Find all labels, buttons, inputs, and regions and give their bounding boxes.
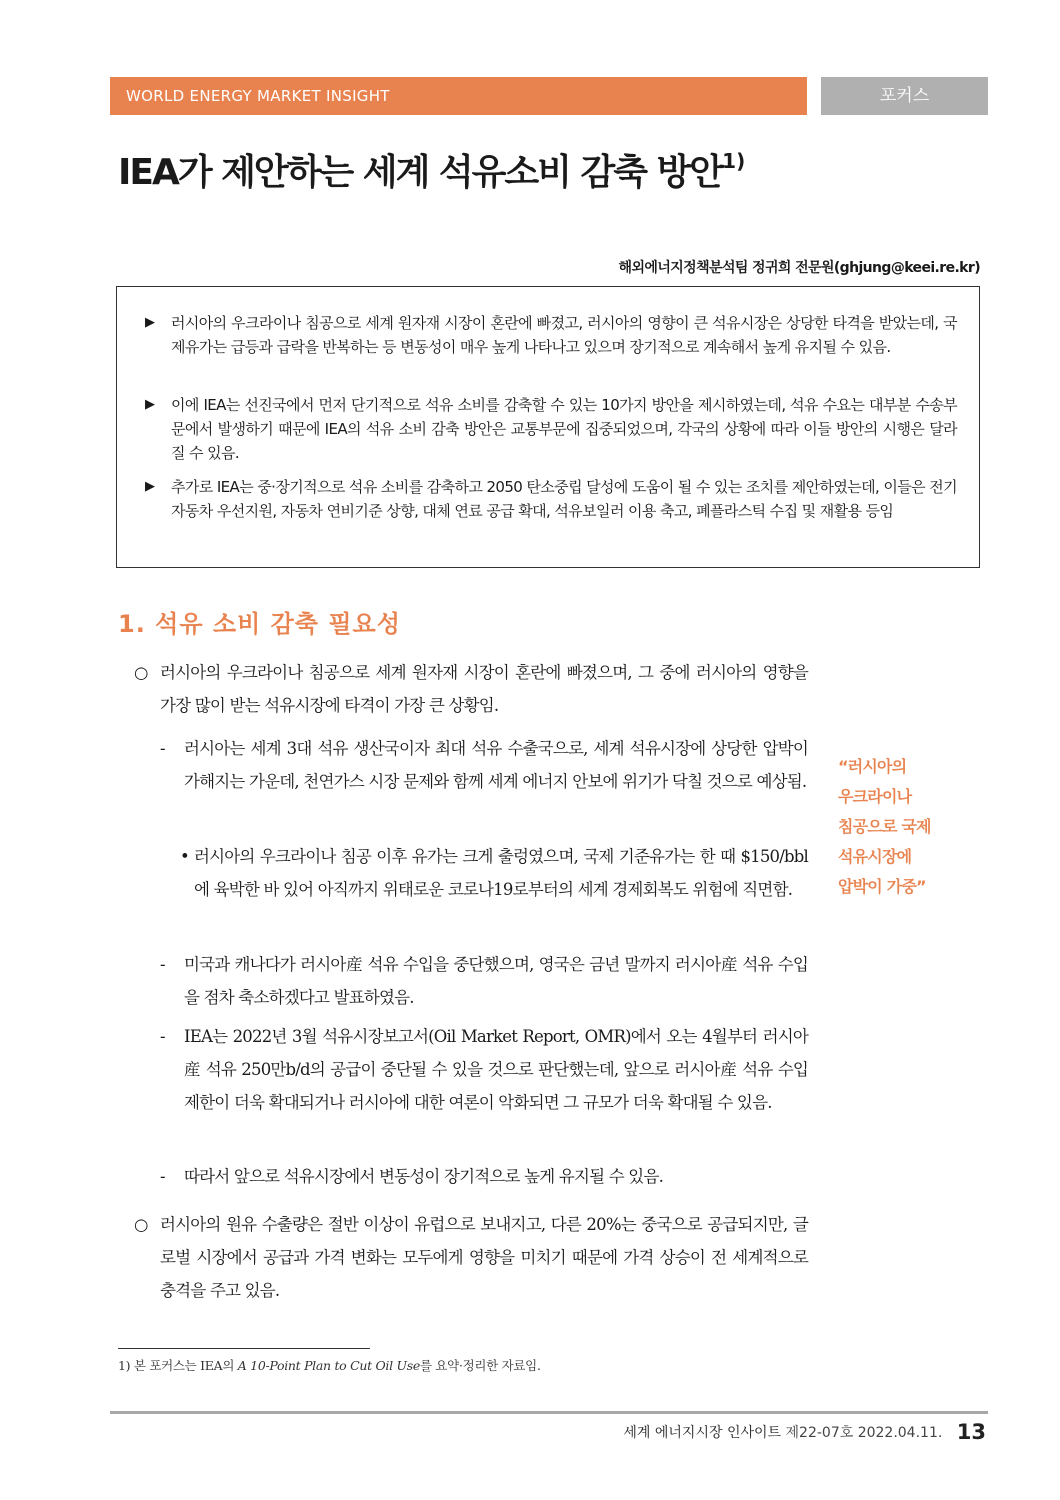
page-number: 13: [956, 1420, 986, 1444]
dash-bullet-icon: -: [160, 1167, 165, 1186]
title-text: IEA가 제안하는 세계 석유소비 감축 방안: [118, 152, 723, 193]
footer-issue: 제22-07호 2022.04.11.: [785, 1425, 943, 1441]
pull-quote: [838, 752, 978, 902]
footnote-prefix: 1) 본 포커스는 IEA의: [118, 1358, 238, 1373]
paragraph-dash: [160, 732, 808, 798]
section-heading: 1. 석유 소비 감축 필요성: [118, 610, 401, 638]
paragraph-circle: [134, 656, 808, 722]
footer-divider: [110, 1411, 988, 1414]
paragraph-text: 미국과 캐나다가 러시아産 석유 수입을 중단했으며, 영국은 금년 말까지 러시아産 석유 수입을 점차 축소하겠다고 발표하였음.: [184, 955, 808, 1007]
summary-box: [116, 286, 980, 568]
title-footnote-mark: 1): [722, 149, 746, 173]
pull-quote-line: 침공으로 국제: [838, 817, 931, 836]
paragraph-text: 러시아는 세계 3대 석유 생산국이자 최대 석유 수출국으로, 세계 석유시장에 상당한 압박이 가해지는 가운데, 천연가스 시장 문제와 함께 세계 에너지 안보에 위기가 닥칠 것으로 예상됨.: [184, 739, 808, 791]
page-title: [118, 144, 978, 195]
paragraph-text: 러시아의 원유 수출량은 절반 이상이 유럽으로 보내지고, 다른 20%는 중국으로 공급되지만, 글로벌 시장에서 공급과 가격 변화는 모두에게 영향을 미치기 때문에 가격 상승이 전 세계적으로 충격을 주고 있음.: [160, 1215, 808, 1300]
summary-text: 추가로 IEA는 중·장기적으로 석유 소비를 감축하고 2050 탄소중립 달성에 도움이 될 수 있는 조치를 제안하였는데, 이들은 전기자동차 우선지원, 자동차 연비기준 상향, 대체 연료 공급 확대, 석유보일러 이용 축고, 폐플라스틱 수집 및 재활용 등임: [171, 478, 957, 520]
paragraph-dot: [180, 840, 808, 906]
summary-item: [145, 311, 957, 359]
triangle-bullet-icon: ▶: [145, 315, 155, 330]
paragraph-text: 러시아의 우크라이나 침공으로 세계 원자재 시장이 혼란에 빠졌으며, 그 중에 러시아의 영향을 가장 많이 받는 석유시장에 타격이 가장 큰 상황임.: [160, 663, 808, 715]
summary-item: [145, 393, 957, 465]
pull-quote-line: 석유시장에: [838, 847, 912, 866]
publication-label: WORLD ENERGY MARKET INSIGHT: [126, 87, 390, 105]
dot-bullet-icon: •: [180, 847, 189, 866]
paragraph-circle: [134, 1208, 808, 1307]
paragraph-dash: [160, 1020, 808, 1119]
summary-item: [145, 475, 957, 523]
paragraph-dash: [160, 948, 808, 1014]
triangle-bullet-icon: ▶: [145, 397, 155, 412]
header-band: [110, 77, 807, 115]
paragraph-text: IEA는 2022년 3월 석유시장보고서(Oil Market Report, OMR)에서 오는 4월부터 러시아産 석유 250만b/d의 공급이 중단될 수 있을 것으로 판단했는데, 앞으로 러시아産 석유 수입 제한이 더욱 확대되거나 러시아에 대한 여론이 악화되면 그 규모가 더욱 확대될 수 있음.: [184, 1027, 808, 1112]
dash-bullet-icon: -: [160, 739, 165, 758]
pull-quote-line: 압박이 가중”: [838, 877, 926, 896]
paragraph-text: 러시아의 우크라이나 침공 이후 유가는 크게 출렁였으며, 국제 기준유가는 한 때 $150/bbl에 육박한 바 있어 아직까지 위태로운 코로나19로부터의 세계 경제회복도 위험에 직면함.: [194, 847, 808, 899]
pull-quote-line: 우크라이나: [838, 787, 912, 806]
circle-bullet-icon: ○: [134, 663, 148, 682]
footnote-doc-title: A 10-Point Plan to Cut Oil Use: [237, 1358, 420, 1373]
summary-text: 러시아의 우크라이나 침공으로 세계 원자재 시장이 혼란에 빠졌고, 러시아의 영향이 큰 석유시장은 상당한 타격을 받았는데, 국제유가는 급등과 급락을 반복하는 등 변동성이 매우 높게 나타나고 있으며 장기적으로 계속해서 높게 유지될 수 있음.: [171, 314, 957, 356]
footnote-suffix: 를 요약·정리한 자료임.: [419, 1358, 541, 1373]
pull-quote-line: “러시아의: [838, 757, 907, 776]
paragraph-dash: [160, 1160, 808, 1193]
dash-bullet-icon: -: [160, 1027, 165, 1046]
section-tag: 포커스: [821, 77, 988, 115]
summary-text: 이에 IEA는 선진국에서 먼저 단기적으로 석유 소비를 감축할 수 있는 10가지 방안을 제시하였는데, 석유 수요는 대부분 수송부문에서 발생하기 때문에 IEA의 석유 소비 감축 방안은 교통부문에 집중되었으며, 각국의 상황에 따라 이들 방안의 시행은 달라질 수 있음.: [171, 396, 957, 462]
author-line: 해외에너지정책분석팀 정귀희 전문원(ghjung@keei.re.kr): [618, 260, 980, 276]
page-footer: [623, 1420, 986, 1444]
dash-bullet-icon: -: [160, 955, 165, 974]
triangle-bullet-icon: ▶: [145, 479, 155, 494]
footnote-divider: [118, 1348, 370, 1349]
paragraph-text: 따라서 앞으로 석유시장에서 변동성이 장기적으로 높게 유지될 수 있음.: [184, 1167, 664, 1186]
footnote: [118, 1356, 978, 1374]
circle-bullet-icon: ○: [134, 1215, 148, 1234]
footer-publication: 세계 에너지시장 인사이트: [623, 1425, 782, 1441]
